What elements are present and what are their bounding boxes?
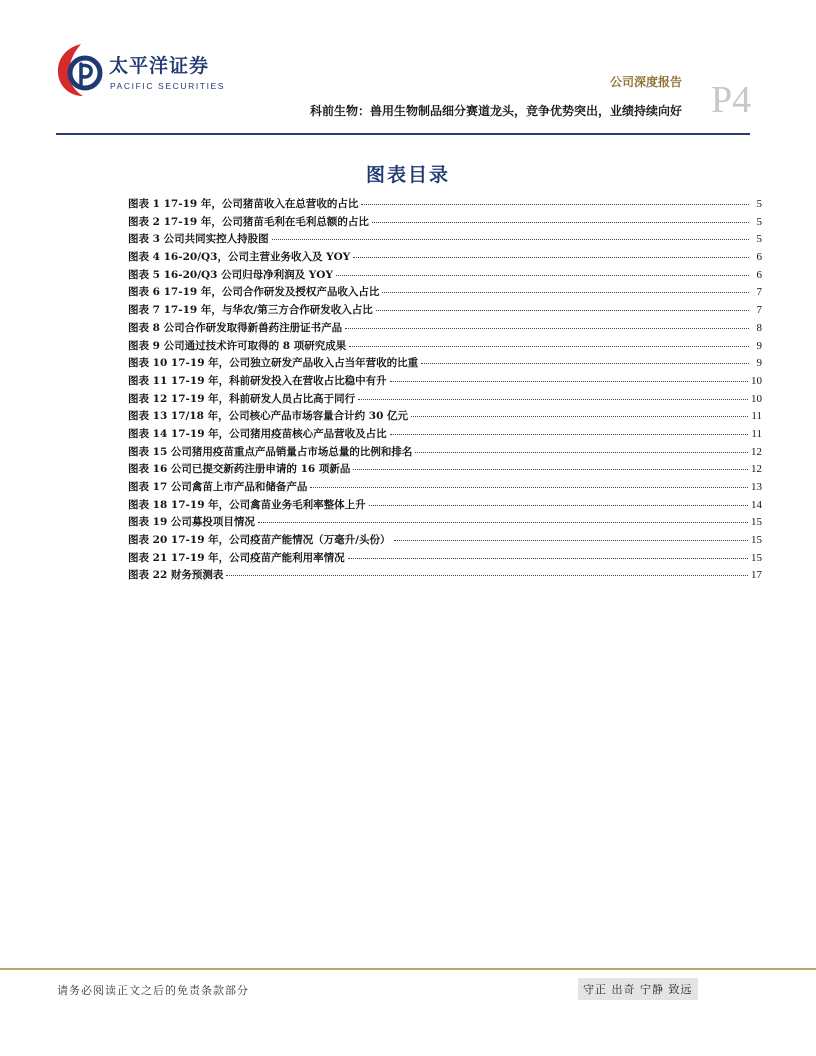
toc-item[interactable] [128, 497, 762, 515]
footer-divider [0, 968, 816, 970]
toc-item[interactable] [128, 302, 762, 320]
toc-item[interactable] [128, 196, 762, 214]
report-type-label: 公司深度报告 [609, 75, 682, 89]
toc-dot-leader [372, 222, 749, 223]
toc-item-label[interactable]: 图表 17 公司禽苗上市产品和储备产品 [128, 481, 308, 493]
toc-dot-leader [353, 469, 748, 470]
toc-item-page[interactable]: 13 [751, 481, 762, 493]
toc-dot-leader [349, 346, 749, 347]
toc-dot-leader [369, 505, 748, 506]
toc-dot-leader [348, 558, 748, 559]
footer-disclaimer: 请务必阅读正文之后的免责条款部分 [57, 984, 249, 997]
toc-item-label[interactable]: 图表 10 17-19 年，公司独立研发产品收入占当年营收的比重 [128, 357, 419, 370]
toc-item-page[interactable]: 8 [756, 321, 762, 334]
toc-item-page[interactable]: 9 [756, 339, 762, 352]
toc-item[interactable] [128, 514, 762, 532]
toc-item-label[interactable]: 图表 15 公司猪用疫苗重点产品销量占市场总量的比例和排名 [128, 445, 413, 458]
toc-item[interactable] [128, 532, 762, 550]
toc-item-label[interactable]: 图表 6 17-19 年，公司合作研发及授权产品收入占比 [128, 286, 380, 299]
toc-item[interactable] [128, 550, 762, 568]
header-divider [56, 133, 750, 135]
toc-item-label[interactable]: 图表 22 财务预测表 [128, 569, 224, 582]
toc-item-page[interactable]: 11 [751, 427, 762, 440]
toc-item[interactable] [128, 249, 762, 267]
toc-item-page[interactable]: 11 [751, 410, 762, 423]
toc-item-page[interactable]: 10 [751, 374, 762, 387]
toc-item-label[interactable]: 图表 3 公司共同实控人持股图 [128, 233, 269, 246]
toc-dot-leader [415, 452, 748, 453]
footer-slogan: 守正 出奇 宁静 致远 [578, 978, 698, 1000]
toc-item-page[interactable]: 15 [751, 551, 762, 564]
toc-dot-leader [310, 487, 748, 488]
toc-item[interactable] [128, 338, 762, 356]
toc-item-label[interactable]: 图表 8 公司合作研发取得新兽药注册证书产品 [128, 321, 343, 334]
toc-item[interactable] [128, 214, 762, 232]
toc-item-page[interactable]: 15 [751, 534, 762, 547]
toc-item-label[interactable]: 图表 12 17-19 年，科前研发人员占比高于同行 [128, 392, 356, 405]
toc-item[interactable] [128, 461, 762, 479]
toc-item[interactable] [128, 479, 762, 497]
toc-item-page[interactable]: 5 [756, 233, 762, 246]
toc-item[interactable] [128, 408, 762, 426]
toc-item-label[interactable]: 图表 20 17-19 年，公司疫苗产能情况（万毫升/头份） [128, 534, 391, 547]
toc-item[interactable] [128, 567, 762, 585]
page-header [0, 0, 816, 140]
toc-item[interactable] [128, 373, 762, 391]
logo-chinese-name: 太平洋证券 [109, 55, 210, 77]
toc-item-page[interactable]: 14 [751, 498, 762, 511]
toc-item-label[interactable]: 图表 14 17-19 年，公司猪用疫苗核心产品营收及占比 [128, 427, 387, 440]
toc-item-page[interactable]: 5 [756, 215, 762, 228]
toc-item-page[interactable]: 6 [756, 268, 762, 281]
toc-dot-leader [226, 575, 748, 576]
toc-item-label[interactable]: 图表 7 17-19 年，与华农/第三方合作研发收入占比 [128, 304, 373, 317]
toc-dot-leader [353, 257, 749, 258]
toc-item-page[interactable]: 7 [756, 304, 762, 317]
report-title: 科前生物：兽用生物制品细分赛道龙头，竞争优势突出，业绩持续向好 [309, 104, 682, 118]
toc-item-page[interactable]: 17 [751, 569, 762, 582]
pacific-logo-icon [55, 40, 107, 100]
toc-item-label[interactable]: 图表 5 16-20/Q3 公司归母净利润及 YOY [128, 268, 333, 281]
toc-dot-leader [258, 522, 748, 523]
toc-item-label[interactable]: 图表 19 公司募投项目情况 [128, 516, 255, 529]
toc-item-page[interactable]: 7 [756, 286, 762, 299]
toc-dot-leader [272, 239, 749, 240]
toc-dot-leader [376, 310, 749, 311]
toc-item[interactable] [128, 231, 762, 249]
toc-dot-leader [361, 204, 749, 205]
toc-item-label[interactable]: 图表 11 17-19 年，科前研发投入在营收占比稳中有升 [128, 374, 387, 387]
toc-item-page[interactable]: 12 [751, 445, 762, 458]
toc-item[interactable] [128, 355, 762, 373]
toc-item-page[interactable]: 5 [756, 198, 762, 210]
toc-dot-leader [358, 399, 748, 400]
logo-english-name: PACIFIC SECURITIES [110, 81, 226, 91]
toc-item-label[interactable]: 图表 16 公司已提交新药注册申请的 16 项新品 [128, 463, 351, 476]
toc-list [128, 196, 762, 585]
toc-dot-leader [382, 292, 749, 293]
toc-item-label[interactable]: 图表 4 16-20/Q3，公司主营业务收入及 YOY [128, 251, 351, 264]
page-number: P4 [711, 79, 752, 121]
toc-item-page[interactable]: 15 [751, 516, 762, 529]
toc-item-page[interactable]: 10 [751, 392, 762, 405]
toc-item-page[interactable]: 12 [751, 463, 762, 476]
toc-item[interactable] [128, 284, 762, 302]
toc-dot-leader [394, 540, 749, 541]
toc-item-label[interactable]: 图表 18 17-19 年，公司禽苗业务毛利率整体上升 [128, 498, 366, 511]
toc-dot-leader [421, 363, 749, 364]
toc-item-label[interactable]: 图表 13 17/18 年，公司核心产品市场容量合计约 30 亿元 [128, 410, 409, 423]
toc-dot-leader [390, 434, 749, 435]
toc-item-page[interactable]: 6 [756, 251, 762, 264]
toc-item-label[interactable]: 图表 21 17-19 年，公司疫苗产能利用率情况 [128, 551, 345, 564]
toc-item-label[interactable]: 图表 9 公司通过技术许可取得的 8 项研究成果 [128, 339, 347, 352]
toc-item[interactable] [128, 444, 762, 462]
toc-item-label[interactable]: 图表 1 17-19 年，公司猪苗收入在总营收的占比 [128, 198, 359, 210]
toc-item[interactable] [128, 267, 762, 285]
toc-item-label[interactable]: 图表 2 17-19 年，公司猪苗毛利在毛利总额的占比 [128, 215, 369, 228]
toc-dot-leader [411, 416, 748, 417]
toc-dot-leader [336, 275, 749, 276]
company-logo [55, 40, 235, 102]
toc-item[interactable] [128, 426, 762, 444]
toc-heading: 图表目录 [365, 164, 450, 186]
toc-dot-leader [390, 381, 748, 382]
toc-item[interactable] [128, 320, 762, 338]
toc-item[interactable] [128, 391, 762, 409]
toc-dot-leader [345, 328, 749, 329]
toc-item-page[interactable]: 9 [756, 357, 762, 370]
